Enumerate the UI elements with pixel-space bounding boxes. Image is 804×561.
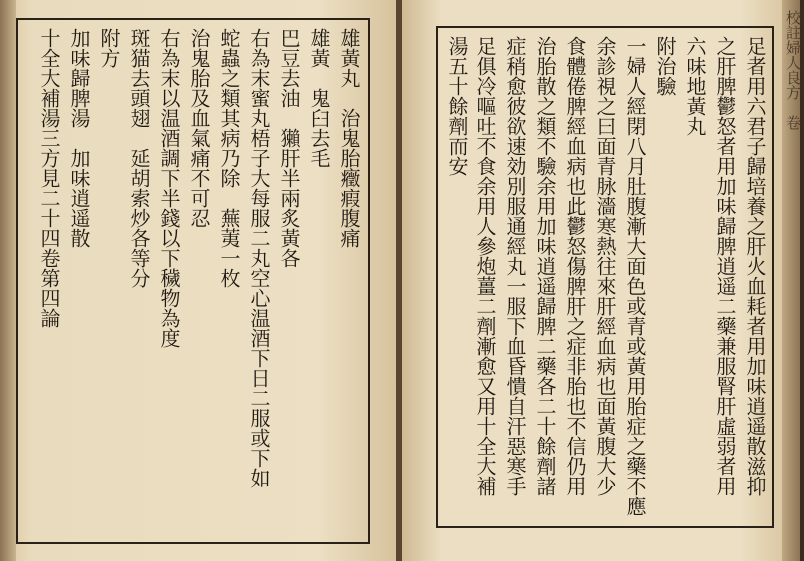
edge-running-title: 校註婦人良方 卷 — [784, 10, 802, 130]
text-column: 雄黃 鬼臼去毛 — [307, 28, 331, 168]
text-column: 附方 — [97, 28, 121, 68]
text-column: 十全大補湯三方見二十四卷第四論 — [37, 28, 61, 328]
text-column: 斑猫去頭翅 延胡索炒各等分 — [127, 28, 151, 288]
right-page-frame — [436, 26, 774, 528]
text-column: 治鬼胎及血氣痛不可忍 — [187, 28, 211, 228]
left-page-edge — [0, 0, 16, 561]
left-page — [0, 0, 398, 561]
right-page — [402, 0, 800, 561]
text-column: 雄黃丸 治鬼胎癥瘕腹痛 — [337, 28, 361, 248]
left-page-frame — [16, 18, 370, 544]
text-column: 治胎散之類不驗余用加味逍遥歸脾二藥各二十餘劑諸 — [533, 36, 557, 496]
text-column: 蛇蟲之類其病乃除 蕪荑一枚 — [217, 28, 241, 288]
text-column: 足者用六君子歸培養之肝火血耗者用加味逍遥散滋抑 — [743, 36, 767, 496]
text-column: 之肝脾鬱怒者用加味歸脾逍遥二藥兼服腎肝虛弱者用 — [713, 36, 737, 496]
text-column: 足俱冷嘔吐不食余用人參炮薑二劑漸愈又用十全大補 — [473, 36, 497, 496]
text-column: 右為末蜜丸梧子大每服二丸空心温酒下日二服或下如 — [247, 28, 271, 488]
text-column: 附治驗 — [653, 36, 677, 96]
text-column: 湯五十餘劑而安 — [445, 36, 469, 176]
text-column: 余診視之曰面青脉濇寒熱往來肝經血病也面黃腹大少 — [593, 36, 617, 496]
right-page-edge — [782, 0, 800, 561]
text-column: 一婦人經閉八月肚腹漸大面色或青或黃用胎症之藥不應 — [623, 36, 647, 516]
text-column: 六味地黃丸 — [683, 36, 707, 136]
text-column: 右為末以温酒調下半錢以下穢物為度 — [157, 28, 181, 348]
text-column: 食體倦脾經血病也此鬱怒傷脾肝之症非胎也不信仍用 — [563, 36, 587, 496]
text-column: 巴豆去油 獺肝半兩炙黃各 — [277, 28, 301, 268]
text-column: 症稍愈彼欲速効別服通經丸一服下血昏憒自汗惡寒手 — [503, 36, 527, 496]
text-column: 加味歸脾湯 加味逍遥散 — [67, 28, 91, 248]
